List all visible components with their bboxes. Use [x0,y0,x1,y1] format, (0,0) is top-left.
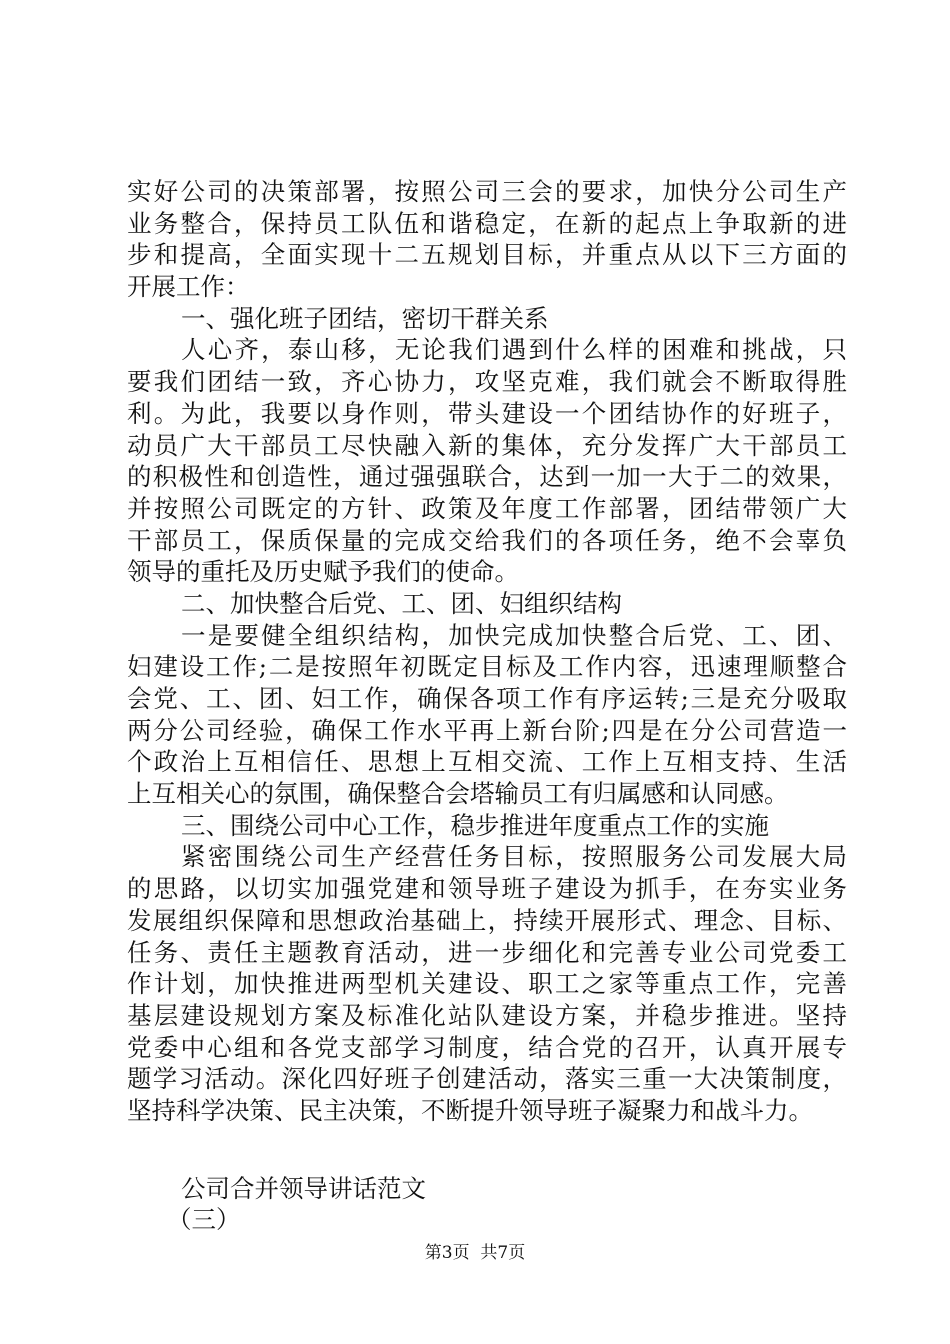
closing-title: 公司合并领导讲话范文 [181,1173,426,1203]
spacer [127,1127,847,1173]
text-line: 领导的重托及历史赋予我们的使命。 [127,557,519,587]
text-line: 动员广大干部员工尽快融入新的集体，充分发挥广大干部员工 [127,430,847,460]
text-line: 干部员工，保质保量的完成交给我们的各项任务，绝不会辜负 [127,525,847,555]
text-line: 的积极性和创造性，通过强强联合，达到一加一大于二的效果， [127,462,847,492]
text-line: 基层建设规划方案及标准化站队建设方案，并稳步推进。坚持 [127,1000,847,1030]
text-line: 上互相关心的氛围，确保整合会塔输员工有归属感和认同感。 [127,779,789,809]
section-3-paragraph [127,841,847,1126]
text-line: 业务整合，保持员工队伍和谐稳定，在新的起点上争取新的进 [127,208,847,238]
text-line: 作计划，加快推进两型机关建设、职工之家等重点工作，完善 [127,969,847,999]
text-line: 利。为此，我要以身作则，带头建设一个团结协作的好班子， [127,398,847,428]
text-line: 开展工作： [127,272,250,302]
text-line: 党委中心组和各党支部学习制度，结合党的召开，认真开展专 [127,1032,847,1062]
text-line: 实好公司的决策部署，按照公司三会的要求，加快分公司生产 [127,177,847,206]
text-line: 紧密围绕公司生产经营任务目标，按照服务公司发展大局 [181,842,847,872]
text-line: 妇建设工作;二是按照年初既定目标及工作内容，迅速理顺整合 [127,652,847,682]
intro-paragraph [127,176,847,303]
text-line: 会党、工、团、妇工作，确保各项工作有序运转;三是充分吸取 [127,684,847,713]
text-line: 并按照公司既定的方针、政策及年度工作部署，团结带领广大 [127,493,847,523]
section-1-paragraph [127,334,847,588]
text-line: 发展组织保障和思想政治基础上，持续开展形式、理念、目标、 [127,905,847,935]
text-line: 人心齐，泰山移，无论我们遇到什么样的困难和挑战，只 [181,335,847,365]
text-line: 一是要健全组织结构，加快完成加快整合后党、工、团、 [181,620,847,650]
section-heading-3: 三、围绕公司中心工作，稳步推进年度重点工作的实施 [181,810,769,840]
section-2-paragraph [127,620,847,810]
page-number-label: 第3页 共7页 [424,1243,526,1263]
text-line: 任务、责任主题教育活动，进一步细化和完善专业公司党委工 [127,937,847,967]
closing-subtitle: （三） [167,1205,241,1235]
section-heading-1: 一、强化班子团结，密切干群关系 [181,303,549,333]
text-line: 题学习活动。深化四好班子创建活动，落实三重一大决策制度， [127,1064,847,1094]
section-heading-2: 二、加快整合后党、工、团、妇组织结构 [181,588,622,618]
text-line: 步和提高，全面实现十二五规划目标，并重点从以下三方面的 [127,240,847,270]
text-line: 坚持科学决策、民主决策，不断提升领导班子凝聚力和战斗力。 [127,1095,813,1125]
text-line: 要我们团结一致，齐心协力，攻坚克难，我们就会不断取得胜 [127,367,847,397]
text-line: 个政治上互相信任、思想上互相交流、工作上互相支持、生活 [127,747,847,777]
document-body [127,176,847,1236]
page-footer [0,1241,950,1265]
text-line: 的思路，以切实加强党建和领导班子建设为抓手，在夯实业务 [127,874,847,904]
text-line: 两分公司经验，确保工作水平再上新台阶;四是在分公司营造一 [127,715,847,745]
